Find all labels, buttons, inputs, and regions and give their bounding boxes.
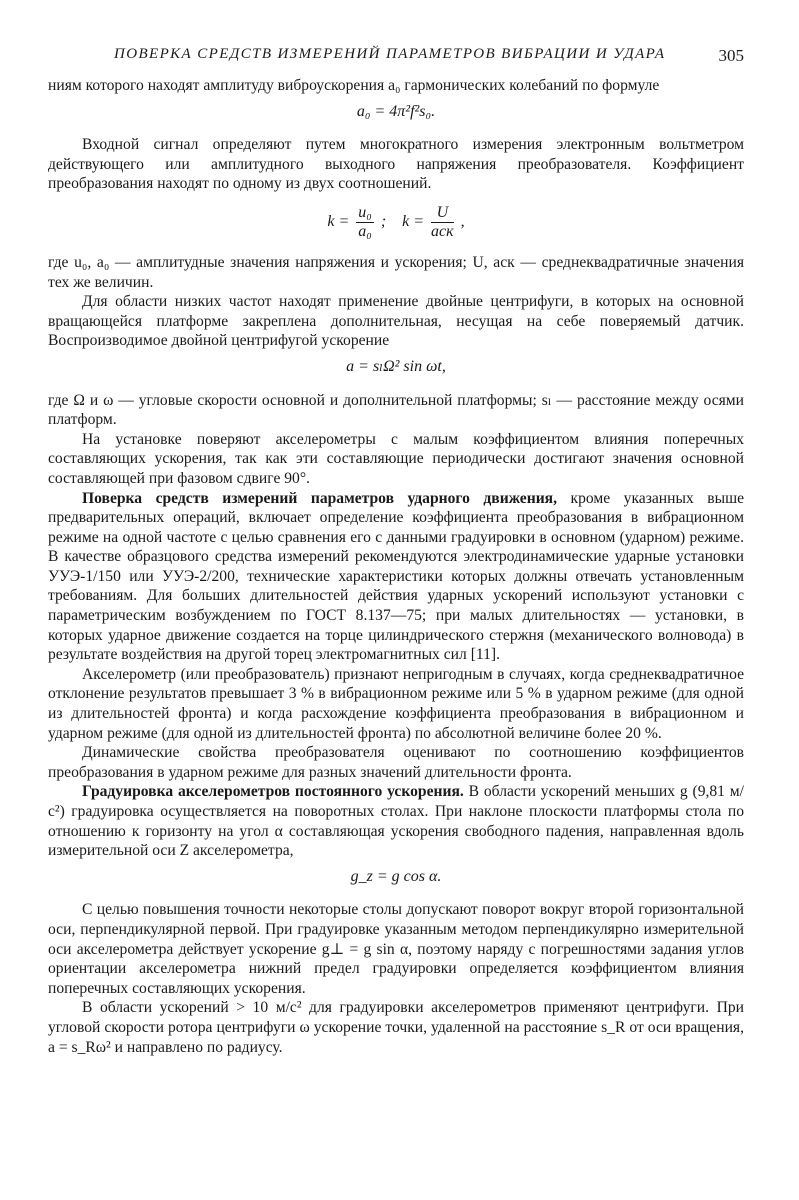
paragraph-6: На установке поверяют акселерометры с малым коэффициентом влияния поперечных составляющих ускорения, так как эти составляющие периодически достигают значения основной составляющей при фазовом сдвиге 90°.: [48, 430, 744, 487]
paragraph-4: Для области низких частот находят применение двойные центрифуги, в которых на основной вращающейся платформе закреплена дополнительная, несущая на себе поверяемый датчик. Воспроизводимое двойной центрифугой ускорение: [48, 293, 744, 350]
paragraph-3: где u₀, a₀ — амплитудные значения напряжения и ускорения; U, aск — среднеквадратичные значения тех же величин.: [48, 253, 744, 291]
fraction-2-numerator: U: [431, 204, 454, 223]
paragraph-7-text: кроме указанных выше предварительных операций, включает определение коэффициента преобразования в вибрационном режиме на одной частоте с целью сравнения его с данными градуировки в основном (ударном) режиме. В качестве образцового средства измерений рекомендуются электродинамические ударные установки УУЭ-1/150 или УУЭ-2/200, технические характеристики которых должны отвечать установленным требованиям. Для больших длительностей действия ударных ускорений используют установки с параметрическим возбуждением по ГОСТ 8.137—75; при малых длительностях — установки, в которых ударное движение создается на торце цилиндрического стержня (механического волновода) в результате воздействия на другой торец электромагнитных сил [11].: [48, 489, 745, 664]
fraction-1-denominator: a₀: [358, 222, 372, 240]
formula-separator: ;: [380, 213, 387, 231]
paragraph-8: Акселерометр (или преобразователь) признают непригодным в случаях, когда среднеквадратичное отклонение результатов превышает 3 % в вибрационном режиме или 5 % в ударном режиме (для одной из длительностей фронта) и когда расхождение коэффициента преобразования в вибрационном и ударном режиме (для одной из длительностей фронта) по абсолютной величине более 20 %.: [48, 665, 744, 742]
paragraph-10: [48, 782, 744, 860]
page-body: [48, 76, 744, 1057]
formula-conversion-coefficient: [48, 204, 744, 241]
paragraph-10-text: В области ускорений меньших g (9,81 м/с²) градуировка осуществляется на поворотных столах. При наклоне плоскости платформы стола по отношению к горизонту на угол α составляющая ускорения свободного падения, направленная вдоль измерительной оси Z акселерометра,: [48, 783, 744, 860]
paragraph-12: В области ускорений > 10 м/с² для градуировки акселерометров применяют центрифуги. При угловой скорости ротора центрифуги ω ускорение точки, удаленной на расстояние s_R от оси вращения, a = s_Rω² и направлено по радиусу.: [48, 999, 744, 1056]
paragraph-9: Динамические свойства преобразователя оценивают по соотношению коэффициентов преобразования в ударном режиме для разных значений длительности фронта.: [48, 744, 744, 781]
fraction-1: [356, 204, 374, 241]
formula-amplitude: a₀ = 4π²f²s₀.: [356, 102, 436, 120]
formula-end: ,: [460, 213, 465, 231]
fraction-2-denominator: aск: [431, 222, 454, 240]
page-header: [48, 46, 744, 76]
running-title: ПОВЕРКА СРЕДСТВ ИЗМЕРЕНИЙ ПАРАМЕТРОВ ВИБРАЦИИ И УДАРА: [114, 46, 666, 62]
section-heading-constant-acceleration: Градуировка акселерометров постоянного ускорения.: [82, 783, 464, 801]
fraction-2: [431, 204, 454, 241]
formula-double-centrifuge: a = sₗΩ² sin ωt,: [346, 357, 446, 375]
formula-k1: k =: [327, 213, 350, 231]
formula-k2: k =: [402, 213, 425, 231]
fraction-1-numerator: u₀: [358, 203, 372, 221]
section-heading-shock: Поверка средств измерений параметров ударного движения,: [82, 489, 558, 507]
paragraph-11: С целью повышения точности некоторые столы допускают поворот вокруг второй горизонтальной оси, перпендикулярной первой. При градуировке указанным методом перпендикулярно измерительной оси акселерометра действует ускорение g⊥ = g sin α, поэтому наряду с погрешностями задания углов ориентации акселерометра нижний предел градуировки определяется коэффициентом влияния поперечных составляющих ускорения.: [48, 901, 744, 997]
paragraph-5: где Ω и ω — угловые скорости основной и дополнительной платформы; sₗ — расстояние между осями платформ.: [48, 391, 744, 429]
formula-gz: g_z = g cos α.: [350, 867, 442, 885]
paragraph-7: [48, 489, 744, 665]
paragraph-1: ниям которого находят амплитуду виброускорения a₀ гармонических колебаний по формуле: [48, 77, 660, 94]
book-page: [48, 46, 744, 1057]
page-number: 305: [718, 46, 744, 65]
paragraph-2: Входной сигнал определяют путем многократного измерения электронным вольтметром действующего или амплитудного выходного напряжения преобразователя. Коэффициент преобразования находят по одному из двух соотношений.: [48, 136, 744, 193]
